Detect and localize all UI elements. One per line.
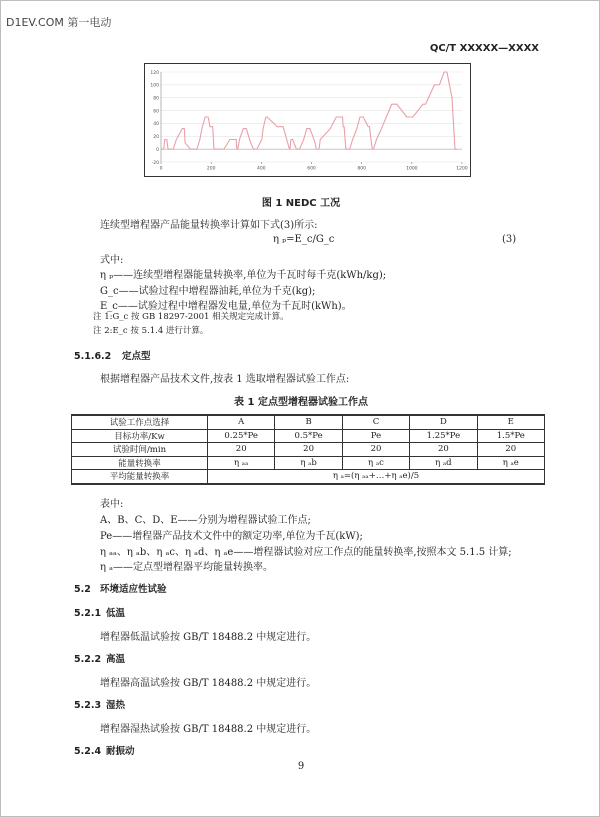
section-521-body: 增程器低温试验按 GB/T 18488.2 中规定进行。 — [100, 632, 317, 643]
y-tick-label: 120 — [150, 70, 159, 76]
table-cell: 0.25*Pe — [208, 429, 275, 443]
table-note-eta-points: η ₐₐ、η ₐb、η ₐc、η ₐd、η ₐe——增程器试验对应工作点的能量转换率,按照本文 5.1.5 计算; — [100, 547, 512, 558]
nedc-chart-svg — [145, 64, 470, 176]
table-note-eta-avg: η ₐ——定点型增程器平均能量转换率。 — [100, 562, 274, 573]
table-cell: 试验时间/min — [72, 443, 208, 457]
section-title: 高温 — [106, 654, 126, 665]
x-tick-label: 400 — [257, 166, 266, 172]
figure-caption: 图 1 NEDC 工况 — [261, 198, 341, 209]
note-1: 注 1:G_c 按 GB 18297-2001 相关规定完成计算。 — [93, 312, 289, 322]
where-label: 式中: — [100, 255, 124, 266]
table-cell: 1.5*Pe — [477, 429, 544, 443]
section-title: 耐振动 — [106, 746, 135, 757]
nedc-chart — [144, 63, 471, 177]
table-cell: 目标功率/Kw — [72, 429, 208, 443]
x-tick-label: 1000 — [406, 166, 418, 172]
table-row — [72, 443, 545, 457]
table-notes-label: 表中: — [100, 499, 124, 510]
section-5162-body: 根据增程器产品技术文件,按表 1 选取增程器试验工作点: — [100, 374, 350, 385]
section-522-body: 增程器高温试验按 GB/T 18488.2 中规定进行。 — [100, 678, 317, 689]
x-tick-label: 200 — [206, 166, 216, 172]
watermark: D1EV.COM 第一电动 — [6, 16, 112, 29]
section-title: 低温 — [106, 608, 126, 619]
table-cell: A — [208, 415, 275, 429]
x-tick-label: 1200 — [456, 166, 468, 172]
table-cell: 1.25*Pe — [410, 429, 477, 443]
section-number: 5.1.6.2 — [74, 351, 112, 362]
y-tick-label: 60 — [153, 109, 159, 115]
x-tick-label: 0 — [159, 166, 163, 172]
section-5162-heading — [74, 348, 151, 362]
formula-number: (3) — [502, 234, 517, 245]
section-521-heading — [74, 605, 125, 619]
section-number: 5.2.2 — [74, 654, 102, 665]
definition-gc: G_c——试验过程中增程器油耗,单位为千克(kg); — [100, 286, 316, 297]
section-number: 5.2.1 — [74, 608, 102, 619]
y-tick-label: 80 — [153, 96, 159, 102]
y-tick-label: -20 — [151, 160, 159, 166]
table-cell: η ₐe — [477, 456, 544, 470]
section-title: 定点型 — [122, 351, 151, 362]
table-cell: η ₐd — [410, 456, 477, 470]
x-tick-label: 800 — [357, 166, 366, 172]
standard-code: QC/T XXXXX—XXXX — [429, 43, 539, 54]
table-note-pe: Pe——增程器产品技术文件中的额定功率,单位为千瓦(kW); — [100, 531, 363, 542]
formula-intro: 连续型增程器产品能量转换率计算如下式(3)所示: — [100, 220, 318, 231]
section-52-heading — [74, 581, 167, 595]
section-number: 5.2 — [74, 584, 91, 595]
definition-eta: η ₚ——连续型增程器能量转换率,单位为千瓦时每千克(kWh/kg); — [100, 270, 387, 281]
section-title: 环境适应性试验 — [100, 584, 167, 595]
table-cell: 20 — [208, 443, 275, 457]
page-number: 9 — [297, 761, 305, 772]
table-cell: η ₐc — [342, 456, 409, 470]
table-cell: 平均能量转换率 — [72, 470, 208, 484]
table-cell: 20 — [342, 443, 409, 457]
table-cell: 能量转换率 — [72, 456, 208, 470]
section-524-heading — [74, 743, 135, 757]
table-cell: E — [477, 415, 544, 429]
table-cell: 试验工作点选择 — [72, 415, 208, 429]
section-523-heading — [74, 697, 125, 711]
table-cell: 20 — [477, 443, 544, 457]
section-number: 5.2.3 — [74, 700, 102, 711]
note-2: 注 2:E_c 按 5.1.4 进行计算。 — [93, 326, 209, 336]
y-tick-label: 100 — [150, 83, 159, 89]
table-cell: 20 — [410, 443, 477, 457]
section-522-heading — [74, 651, 125, 665]
table-note-points: A、B、C、D、E——分别为增程器试验工作点; — [100, 515, 311, 526]
x-tick-label: 600 — [307, 166, 316, 172]
y-tick-label: 20 — [153, 135, 159, 141]
section-number: 5.2.4 — [74, 746, 102, 757]
table-cell: η ₐₐ — [208, 456, 275, 470]
table-cell: 20 — [275, 443, 342, 457]
table-cell: D — [410, 415, 477, 429]
working-points-table — [71, 414, 545, 485]
section-title: 湿热 — [106, 700, 126, 711]
table-row — [72, 470, 545, 484]
table-row — [72, 415, 545, 429]
table-cell: 0.5*Pe — [275, 429, 342, 443]
y-tick-label: 0 — [156, 147, 159, 153]
table-cell: η ₐ=(η ₐₐ+…+η ₐe)/5 — [208, 470, 545, 484]
definition-ec: E_c——试验过程中增程器发电量,单位为千瓦时(kWh)。 — [100, 301, 352, 312]
table-row — [72, 456, 545, 470]
formula: η ₚ=E_c/G_c — [273, 234, 335, 245]
table-cell: Pe — [342, 429, 409, 443]
table-caption: 表 1 定点型增程器试验工作点 — [234, 397, 368, 408]
table-cell: η ₐb — [275, 456, 342, 470]
table-row — [72, 429, 545, 443]
y-tick-label: 40 — [153, 122, 159, 128]
table-cell: C — [342, 415, 409, 429]
table-cell: B — [275, 415, 342, 429]
section-523-body: 增程器湿热试验按 GB/T 18488.2 中规定进行。 — [100, 724, 317, 735]
